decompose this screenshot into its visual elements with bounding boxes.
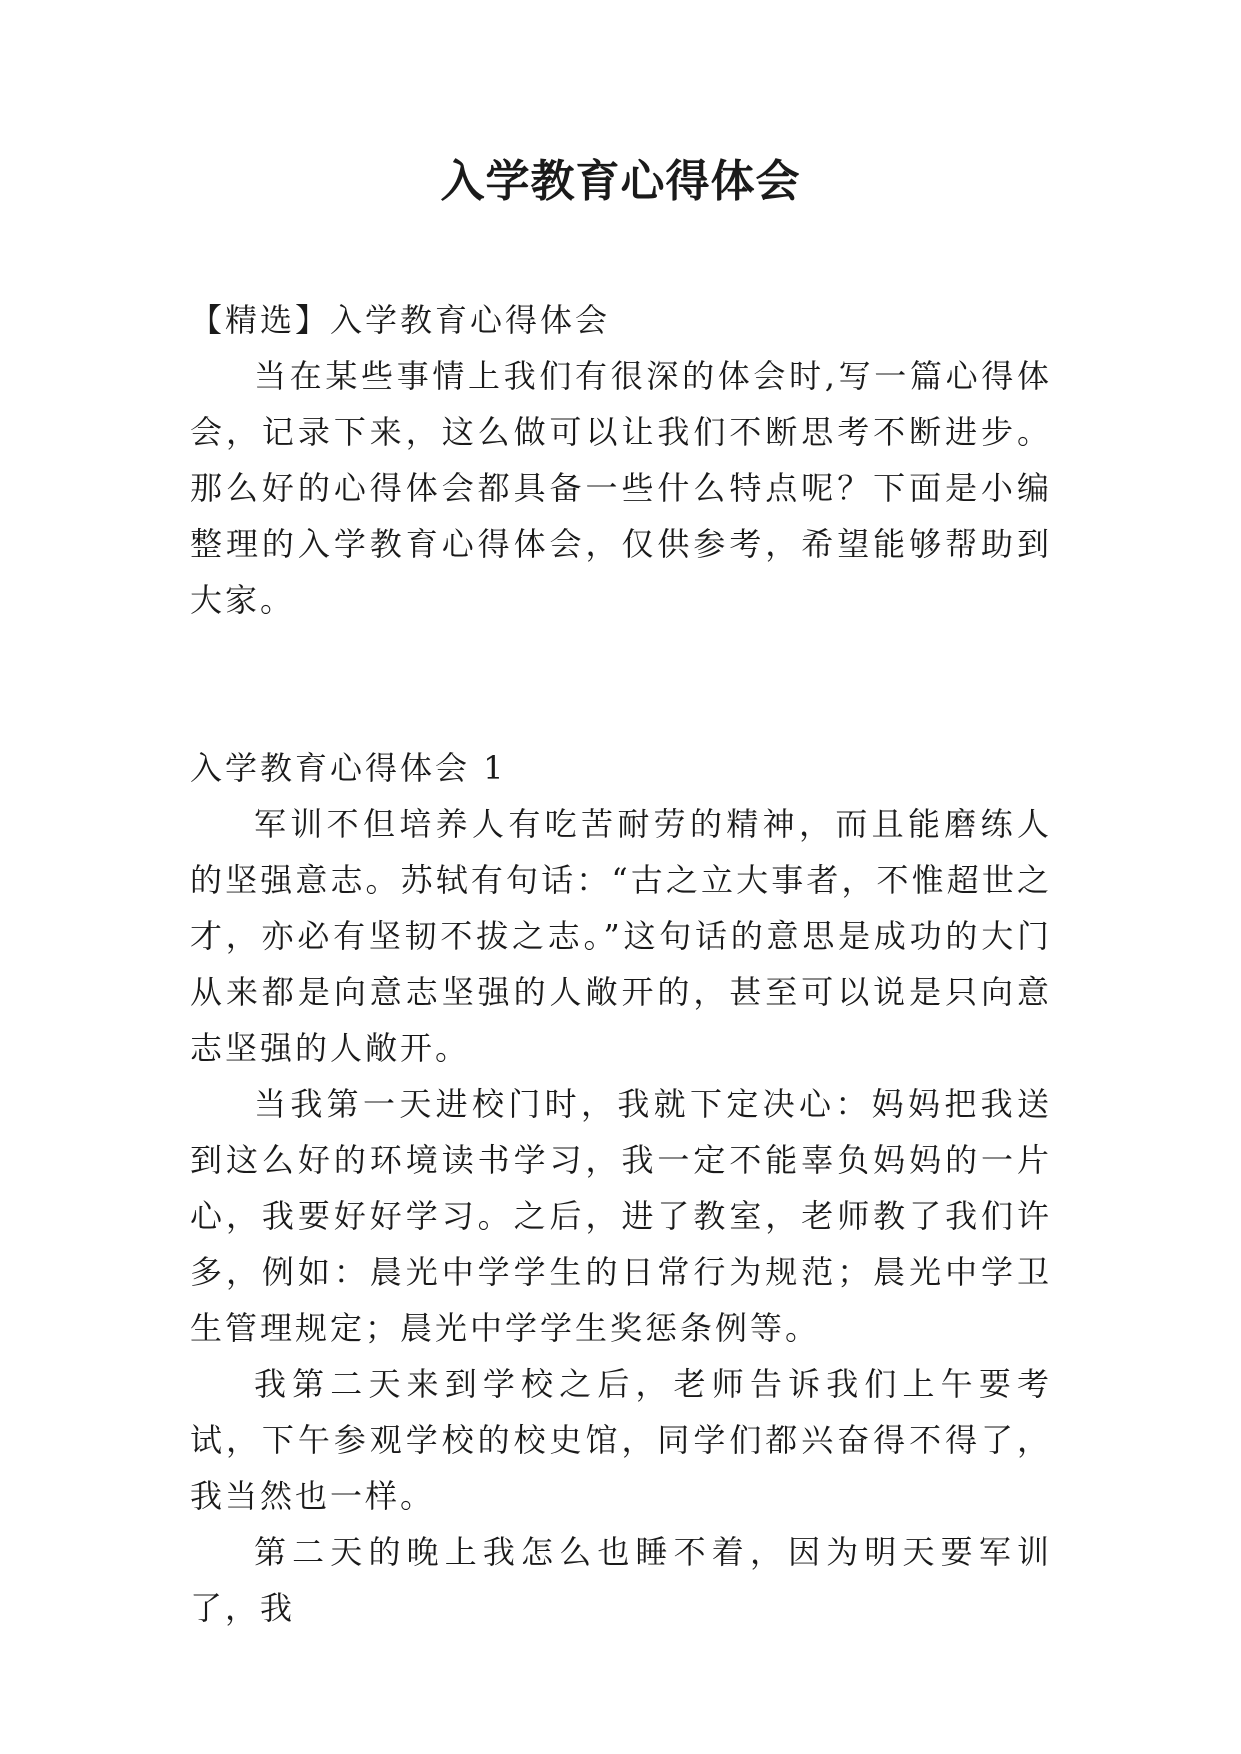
body-paragraph: 我第二天来到学校之后，老师告诉我们上午要考试，下午参观学校的校史馆，同学们都兴奋得不得了，我当然也一样。 [190, 1365, 1052, 1515]
section-spacer [190, 628, 1052, 740]
section-heading: 入学教育心得体会 1 [190, 749, 507, 787]
intro-label: 【精选】入学教育心得体会 [190, 301, 611, 339]
body-paragraph: 当我第一天进校门时，我就下定决心：妈妈把我送到这么好的环境读书学习，我一定不能辜负妈妈的一片心，我要好好学习。之后，进了教室，老师教了我们许多，例如：晨光中学学生的日常行为规范；晨光中学卫生管理规定；晨光中学学生奖惩条例等。 [190, 1085, 1052, 1347]
document-body [190, 292, 1052, 1636]
body-paragraph: 第二天的晚上我怎么也睡不着，因为明天要军训了，我 [190, 1533, 1052, 1627]
intro-paragraph: 当在某些事情上我们有很深的体会时,写一篇心得体会，记录下来，这么做可以让我们不断思考不断进步。那么好的心得体会都具备一些什么特点呢？下面是小编整理的入学教育心得体会，仅供参考，希望能够帮助到大家。 [190, 357, 1052, 619]
body-paragraph: 军训不但培养人有吃苦耐劳的精神，而且能磨练人的坚强意志。苏轼有句话：“古之立大事者，不惟超世之才，亦必有坚韧不拔之志。”这句话的意思是成功的大门从来都是向意志坚强的人敞开的，甚至可以说是只向意志坚强的人敞开。 [190, 805, 1052, 1067]
document-title: 入学教育心得体会 [440, 156, 801, 207]
